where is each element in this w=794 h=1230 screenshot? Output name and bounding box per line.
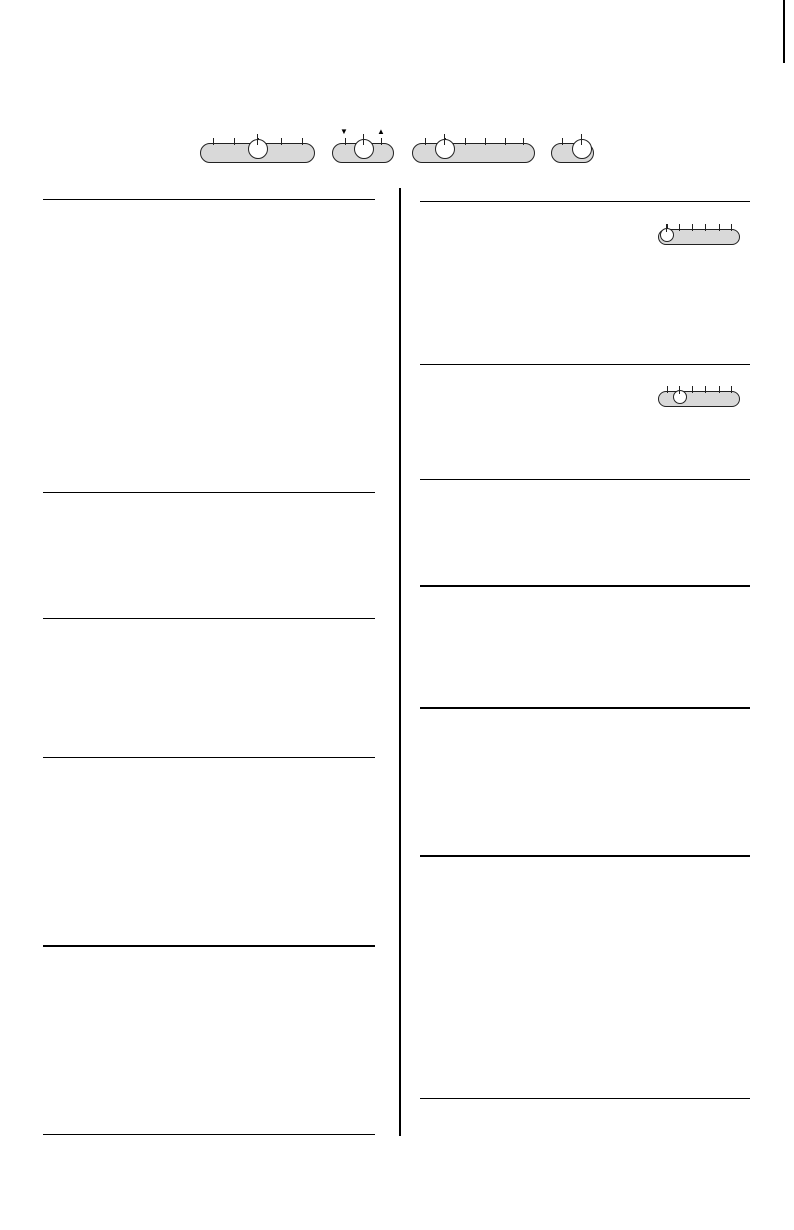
tick-mark bbox=[523, 138, 524, 145]
section-rule bbox=[43, 1134, 375, 1135]
tick-mark bbox=[679, 224, 680, 231]
tick-mark bbox=[302, 138, 303, 145]
dial-knob[interactable] bbox=[354, 139, 374, 159]
section-rule bbox=[43, 492, 375, 493]
column-divider bbox=[399, 188, 401, 1136]
tick-mark bbox=[485, 138, 486, 145]
tick-mark bbox=[692, 386, 693, 393]
section-rule bbox=[420, 1098, 750, 1099]
tick-mark bbox=[425, 138, 426, 145]
section-rule bbox=[43, 945, 375, 947]
up-arrow-icon: ▲ bbox=[377, 127, 385, 136]
down-arrow-icon: ▼ bbox=[340, 127, 348, 136]
tick-mark bbox=[345, 138, 346, 145]
tick-mark bbox=[731, 224, 732, 231]
dial-knob[interactable] bbox=[248, 139, 268, 159]
tick-mark bbox=[719, 224, 720, 231]
tick-mark bbox=[213, 138, 214, 145]
section-rule bbox=[420, 707, 750, 709]
dial-knob[interactable] bbox=[673, 390, 687, 404]
tick-mark bbox=[381, 138, 382, 145]
panel-slider-1[interactable] bbox=[658, 229, 740, 245]
section-rule bbox=[43, 757, 375, 758]
tick-mark bbox=[465, 138, 466, 145]
section-rule bbox=[420, 855, 750, 857]
dial-knob[interactable] bbox=[660, 228, 674, 242]
tick-mark bbox=[281, 138, 282, 145]
tick-mark bbox=[705, 386, 706, 393]
tick-mark bbox=[234, 138, 235, 145]
section-rule bbox=[420, 201, 750, 202]
slider-control-2[interactable] bbox=[332, 143, 394, 163]
section-rule bbox=[43, 618, 375, 619]
slider-control-1[interactable] bbox=[200, 143, 315, 163]
dial-knob[interactable] bbox=[572, 139, 592, 159]
tick-mark bbox=[562, 138, 563, 145]
section-rule bbox=[43, 199, 375, 200]
slider-control-3[interactable] bbox=[412, 143, 535, 163]
tick-mark bbox=[505, 138, 506, 145]
tick-mark bbox=[692, 224, 693, 231]
panel-slider-2[interactable] bbox=[658, 391, 740, 407]
tick-mark bbox=[731, 386, 732, 393]
slider-control-4[interactable] bbox=[551, 143, 594, 163]
tick-mark bbox=[667, 386, 668, 393]
section-rule bbox=[420, 479, 750, 480]
section-rule bbox=[420, 364, 750, 365]
section-rule bbox=[420, 585, 750, 587]
tick-mark bbox=[705, 224, 706, 231]
page-edge-line bbox=[783, 0, 785, 63]
tick-mark bbox=[719, 386, 720, 393]
dial-knob[interactable] bbox=[435, 139, 455, 159]
